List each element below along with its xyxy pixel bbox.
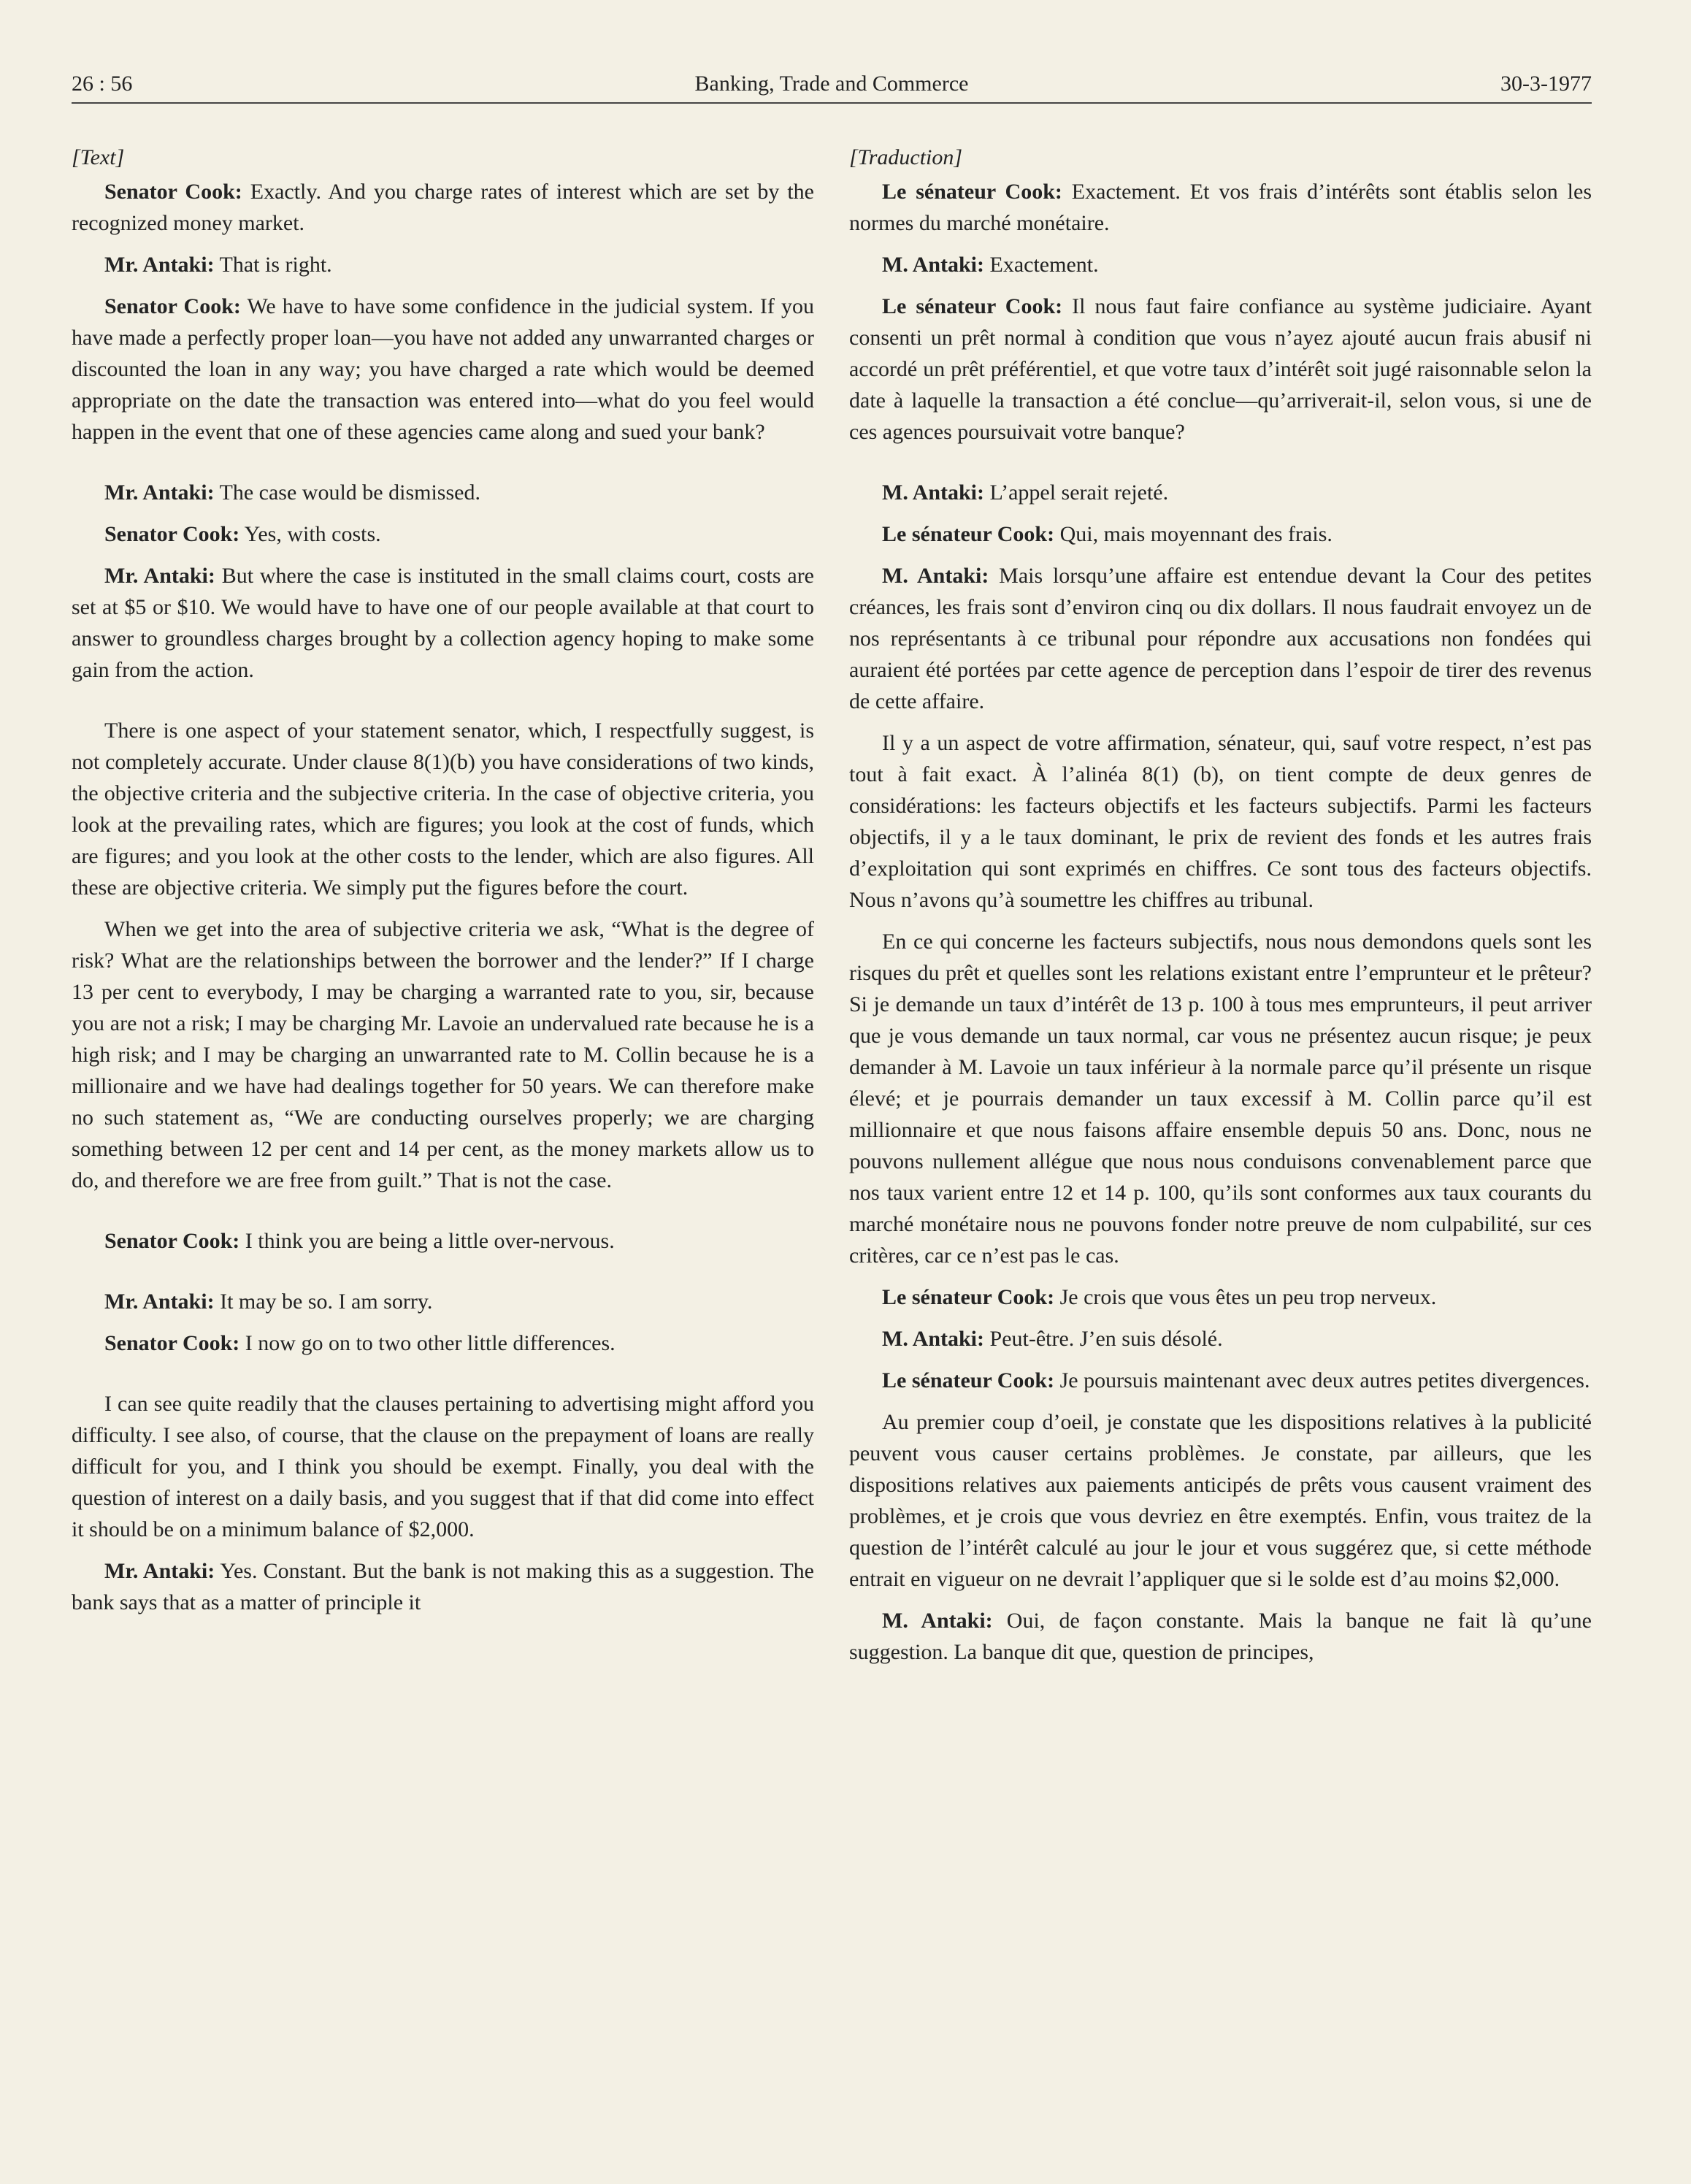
paragraph — [849, 249, 1592, 280]
paragraph-text: Exactement. Et vos frais d’intérêts sont établis selon les normes du marché monétaire. — [849, 180, 1592, 235]
speaker: M. Antaki: — [882, 253, 985, 277]
paragraph — [72, 477, 814, 508]
speaker: M. Antaki: — [882, 480, 985, 505]
paragraph-text: I think you are being a little over-nervous. — [239, 1229, 615, 1253]
paragraph-text: Exactly. And you charge rates of interest which are set by the recognized money market. — [72, 180, 814, 235]
paragraph-text: But where the case is instituted in the small claims court, costs are set at $5 or $10. We would have to have one of our people available at that court to answer to groundless charges brought by a collection agency hoping to make some gain from the action. — [72, 564, 814, 682]
paragraph — [849, 291, 1592, 448]
paragraph-text: I now go on to two other little differences. — [239, 1331, 616, 1355]
paragraph-text: There is one aspect of your statement senator, which, I respectfully suggest, is not completely accurate. Under clause 8(1)(b) you have considerations of two kinds, the objective criteria and the subjective criteria. In the case of objective criteria, you look at the prevailing rates, which are figures; you look at the cost of funds, which are figures; and you look at the other costs to the lender, which are also figures. All these are objective criteria. We simply put the figures before the court. — [72, 719, 814, 900]
paragraph — [72, 560, 814, 686]
publication-date: 30-3-1977 — [1500, 72, 1592, 96]
english-heading: [Text] — [72, 145, 125, 169]
speaker: M. Antaki: — [882, 564, 989, 588]
speaker: M. Antaki: — [882, 1609, 993, 1633]
paragraph-text: Qui, mais moyennant des frais. — [1054, 522, 1333, 546]
publication-title: Banking, Trade and Commerce — [694, 72, 969, 96]
paragraph — [72, 291, 814, 448]
paragraph — [849, 1605, 1592, 1668]
paragraph — [849, 477, 1592, 508]
paragraph — [72, 715, 814, 903]
speaker: Senator Cook: — [104, 294, 241, 318]
speaker: Le sénateur Cook: — [882, 522, 1055, 546]
paragraph — [849, 1323, 1592, 1355]
paragraph-text: Au premier coup d’oeil, je constate que les dispositions relatives à la publicité peuvent vous causer certains problèmes. Je constate, par ailleurs, que les dispositions relatives aux paiements anticipés de prêts vous causent vraiment des problèmes, et je crois que vous devriez en être exemptés. Enfin, vous traitez de la question de l’intérêt calculé au jour le jour et vous suggérez que, si cette méthode entrait en vigueur on ne devrait l’appliquer que si le solde est d’au moins $2,000. — [849, 1410, 1592, 1591]
speaker: Le sénateur Cook: — [882, 1285, 1055, 1309]
french-column — [849, 142, 1592, 1678]
paragraph — [849, 727, 1592, 916]
paragraph — [72, 1388, 814, 1545]
paragraph-text: Exactement. — [984, 253, 1099, 277]
paragraph — [849, 1281, 1592, 1313]
paragraph — [72, 1327, 814, 1359]
speaker: Mr. Antaki: — [104, 1290, 215, 1314]
speaker: Le sénateur Cook: — [882, 1368, 1055, 1392]
paragraph-text: Peut-être. J’en suis désolé. — [984, 1327, 1223, 1351]
paragraph-text: We have to have some confidence in the judicial system. If you have made a perfectly proper loan—you have not added any unwarranted charges or discounted the loan in any way; you have charged a rate which would be deemed appropriate on the date the transaction was entered into—what do you feel would happen in the event that one of these agencies came along and sued your bank? — [72, 294, 814, 444]
paragraph — [72, 1555, 814, 1618]
french-heading: [Traduction] — [849, 145, 963, 169]
paragraph — [849, 1365, 1592, 1396]
speaker: Senator Cook: — [104, 1331, 240, 1355]
page — [72, 66, 1592, 1664]
paragraph — [849, 926, 1592, 1271]
page-number: 26 : 56 — [72, 72, 133, 96]
running-header — [72, 66, 1592, 104]
paragraph — [849, 1406, 1592, 1595]
paragraph-text: Yes, with costs. — [239, 522, 381, 546]
paragraph-text: I can see quite readily that the clauses pertaining to advertising might afford you difficulty. I see also, of course, that the clause on the prepayment of loans are really difficult for you, and I think you should be exempt. Finally, you deal with the question of interest on a daily basis, and you suggest that if that did come into effect it should be on a minimum balance of $2,000. — [72, 1392, 814, 1541]
paragraph-text: Mais lorsqu’une affaire est entendue devant la Cour des petites créances, les frais sont d’environ cinq ou dix dollars. Il nous faudrait envoyez un de nos représentants à ce tribunal pour répondre aux accusations non fondées qui auraient été portées par cette agence de perception dans l’espoir de tirer des revenus de cette affaire. — [849, 564, 1592, 713]
speaker: Mr. Antaki: — [104, 1559, 215, 1583]
paragraph — [849, 518, 1592, 550]
paragraph — [72, 913, 814, 1196]
paragraph-text: En ce qui concerne les facteurs subjectifs, nous nous demondons quels sont les risques du prêt et quelles sont les relations existant entre l’emprunteur et le prêteur? Si je demande un taux d’intérêt de 13 p. 100 à tous mes emprunteurs, il peut arriver que je vous demande un taux normal, car vous ne présentez aucun risque; je peux demander à M. Lavoie un taux inférieur à la normale parce qu’il présente un risque élevé; et je pourrais demander un taux excessif à M. Collin parce qu’il est millionnaire et que nous faisons affaire ensemble depuis 50 ans. Donc, nous ne pouvons nullement allégue que nous nous conduisons convenablement parce que nos taux varient entre 12 et 14 p. 100, qu’ils sont conformes aux taux courants du marché monétaire nous ne pouvons fonder notre preuve de nom culpabilité, sur ces critères, car ce n’est pas le cas. — [849, 930, 1592, 1268]
speaker: Mr. Antaki: — [104, 564, 215, 588]
speaker: Mr. Antaki: — [104, 253, 215, 277]
paragraph — [849, 176, 1592, 239]
paragraph — [849, 560, 1592, 717]
speaker: M. Antaki: — [882, 1327, 985, 1351]
paragraph-text: Oui, de façon constante. Mais la banque ne fait là qu’une suggestion. La banque dit que, question de principes, — [849, 1609, 1592, 1664]
paragraph — [72, 1286, 814, 1317]
paragraph-text: Yes. Constant. But the bank is not making this as a suggestion. The bank says that as a matter of principle it — [72, 1559, 814, 1614]
speaker: Le sénateur Cook: — [882, 294, 1063, 318]
speaker: Senator Cook: — [104, 522, 240, 546]
paragraph — [72, 176, 814, 239]
paragraph-text: L’appel serait rejeté. — [984, 480, 1169, 505]
paragraph-text: Il nous faut faire confiance au système judiciaire. Ayant consenti un prêt normal à condition que vous n’ayez ajouté aucun frais abusif ni accordé un prêt préférentiel, et que votre taux d’intérêt soit jugé raisonnable selon la date à laquelle la transaction a été conclue—qu’arriverait-il, selon vous, si une de ces agences poursuivait votre banque? — [849, 294, 1592, 444]
paragraph — [72, 518, 814, 550]
paragraph — [72, 1225, 814, 1257]
speaker: Mr. Antaki: — [104, 480, 215, 505]
paragraph-text: When we get into the area of subjective criteria we ask, “What is the degree of risk? What are the relationships between the borrower and the lender?” If I charge 13 per cent to everybody, I may be charging a warranted rate to you, sir, because you are not a risk; I may be charging Mr. Lavoie an undervalued rate because he is a high risk; and I may be charging an unwarranted rate to M. Collin because he is a millionaire and we have had dealings together for 50 years. We can therefore make no such statement as, “We are conducting ourselves properly; we are charging something between 12 per cent and 14 per cent, as the money markets allow us to do, and therefore we are free from guilt.” That is not the case. — [72, 917, 814, 1192]
speaker: Senator Cook: — [104, 180, 242, 204]
english-column — [72, 142, 814, 1628]
speaker: Senator Cook: — [104, 1229, 240, 1253]
paragraph — [72, 249, 814, 280]
paragraph-text: Je crois que vous êtes un peu trop nerveux. — [1054, 1285, 1437, 1309]
paragraph-text: Il y a un aspect de votre affirmation, sénateur, qui, sauf votre respect, n’est pas tout à fait exact. À l’alinéa 8(1) (b), on tient compte de deux genres de considérations: les facteurs objectifs et les facteurs subjectifs. Parmi les facteurs objectifs, il y a le taux dominant, le prix de revient des fonds et les autres frais d’exploitation qui sont exprimés en chiffres. Ce sont tous des facteurs objectifs. Nous n’avons qu’à soumettre les chiffres au tribunal. — [849, 731, 1592, 912]
paragraph-text: That is right. — [214, 253, 332, 277]
paragraph-text: It may be so. I am sorry. — [214, 1290, 433, 1314]
speaker: Le sénateur Cook: — [882, 180, 1062, 204]
paragraph-text: The case would be dismissed. — [214, 480, 480, 505]
paragraph-text: Je poursuis maintenant avec deux autres petites divergences. — [1054, 1368, 1590, 1392]
